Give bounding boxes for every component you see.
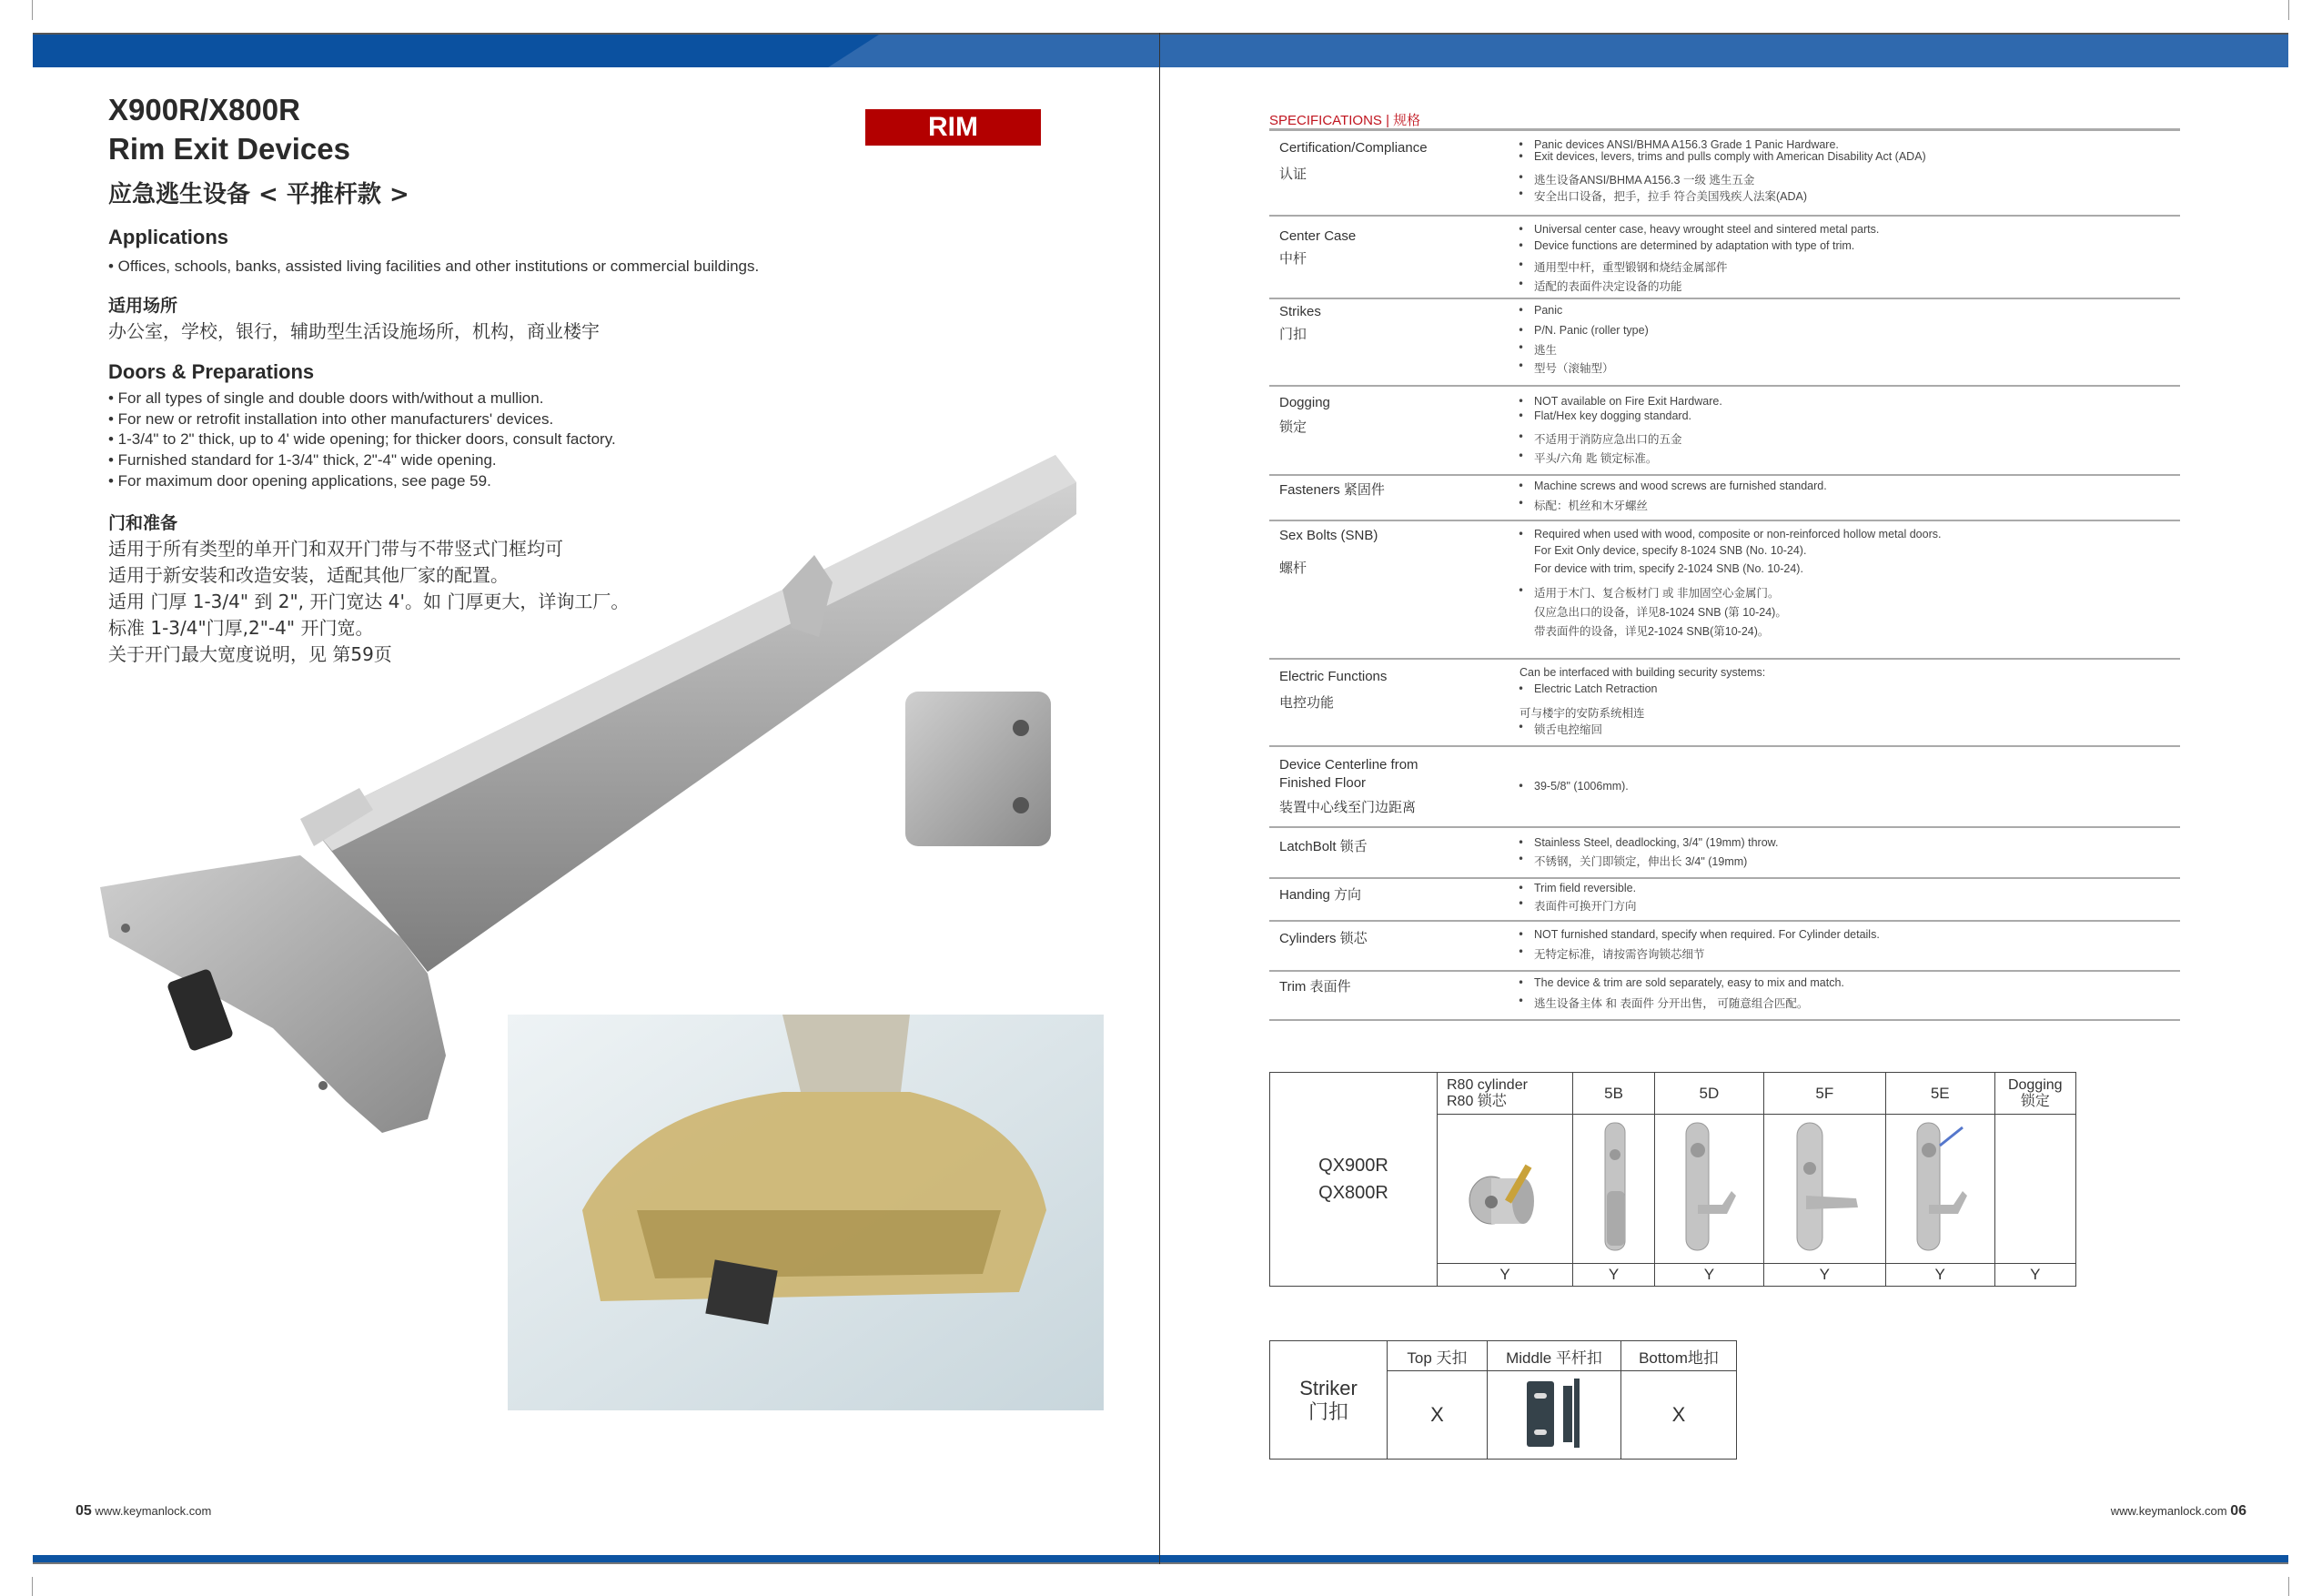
spec-text: NOT available on Fire Exit Hardware. [1534,395,1722,408]
doors-item: • For all types of single and double doors with/without a mullion. [108,389,544,407]
spec-text: 带表面件的设备，详见2-1024 SNB(第10-24)。 [1534,625,1770,638]
bullet-icon: • [1518,258,1525,271]
spec-label: Cylinders 锁芯 [1279,931,1368,946]
doors-item-zh: 适用于新安装和改造安装，适配其他厂家的配置。 [108,564,509,586]
bullet-icon: • [1518,430,1525,443]
trim-compatibility-table [1269,1072,2076,1287]
column-header: 5F [1763,1073,1885,1115]
applications-heading-zh: 适用场所 [108,296,178,316]
bullet-icon: • [1518,395,1525,408]
spec-text: NOT furnished standard, specify when required. For Cylinder details. [1534,928,1880,941]
spec-text: 逃生 [1534,344,1558,357]
spec-text: For device with trim, specify 2-1024 SNB (No. 10-24). [1534,562,1803,575]
spec-label: Finished Floor [1279,775,1367,791]
right-footer [2111,1503,2246,1520]
bullet-icon: • [1518,187,1525,200]
bullet-icon: • [1518,995,1525,1007]
spec-text: Machine screws and wood screws are furnished standard. [1534,480,1827,492]
page-divider [1159,33,1160,1564]
bullet-icon: • [1518,359,1525,372]
spec-text: Trim field reversible. [1534,882,1637,894]
spec-text: 39-5/8" (1006mm). [1534,780,1629,793]
trim-5d-image [1655,1115,1764,1264]
row-separator [1269,520,2180,521]
row-separator [1269,745,2180,747]
crop-mark [32,1577,33,1596]
column-header: Dogging 锁定 [1994,1073,2076,1115]
spec-text: 不适用于消防应急出口的五金 [1534,433,1682,446]
bullet-icon: • [1518,171,1525,184]
spec-label: 中杆 [1279,251,1307,267]
spec-label: 装置中心线至门边距离 [1279,800,1417,815]
dogging-cell [1994,1115,2076,1264]
bullet-icon: • [1518,278,1525,290]
spec-label: Center Case [1279,228,1357,244]
column-header: Top 天扣 [1388,1341,1488,1371]
spec-text: P/N. Panic (roller type) [1534,324,1649,337]
doors-item-zh: 适用 门厚 1-3/4" 到 2", 开门宽达 4'。如 门厚更大，详询工厂。 [108,591,630,612]
bullet-icon: • [1518,897,1525,910]
bullet-icon: • [1518,584,1525,597]
spec-label: Fasteners 紧固件 [1279,482,1385,498]
compat-value: Y [1994,1264,2076,1287]
spec-text: The device & trim are sold separately, easy to mix and match. [1534,976,1844,989]
bullet-icon: • [1518,223,1525,236]
spec-label: Dogging [1279,395,1330,410]
spec-text: Can be interfaced with building security systems: [1519,666,1766,679]
compat-value: Y [1655,1264,1764,1287]
spec-text: 仅应急出口的设备，详见8-1024 SNB (第 10-24)。 [1534,606,1787,619]
spec-label: 电控功能 [1279,695,1335,711]
spec-text: 适用于木门、复合板材门 或 非加固空心金属门。 [1534,587,1780,600]
row-separator [1269,1019,2180,1021]
top-striker-value: X [1388,1371,1488,1460]
row-separator [1269,298,2180,299]
spec-text: Universal center case, heavy wrought steel and sintered metal parts. [1534,223,1880,236]
crop-mark [2288,1577,2289,1596]
striker-table [1269,1340,1737,1460]
r80-cylinder-image [1438,1115,1573,1264]
bullet-icon: • [1518,341,1525,354]
compat-value: Y [1763,1264,1885,1287]
applications-text: • Offices, schools, banks, assisted living facilities and other institutions or commercial buildings. [108,258,760,275]
doors-item-zh: 关于开门最大宽度说明，见 第59页 [108,643,392,665]
middle-striker-image [1488,1371,1621,1460]
spec-text: Required when used with wood, composite or non-reinforced hollow metal doors. [1534,528,1942,540]
spec-text: Electric Latch Retraction [1534,682,1658,695]
spec-text: 平头/六角 匙 锁定标准。 [1534,452,1658,465]
spec-text: Exit devices, levers, trims and pulls comply with American Disability Act (ADA) [1534,150,1926,163]
spec-label: Strikes [1279,304,1321,319]
spec-label: Sex Bolts (SNB) [1279,528,1378,543]
bullet-icon: • [1518,721,1525,733]
model-title: X900R/X800R [108,93,300,126]
column-header: 5E [1885,1073,1994,1115]
trim-5b-image [1573,1115,1655,1264]
compat-value: Y [1573,1264,1655,1287]
strike-plate-image [905,692,1051,846]
compat-value: Y [1438,1264,1573,1287]
striker-label: Striker 门扣 [1270,1341,1388,1460]
bottom-striker-value: X [1621,1371,1737,1460]
website-link[interactable]: www.keymanlock.com [2110,1504,2227,1518]
spec-text: 逃生设备ANSI/BHMA A156.3 一级 逃生五金 [1534,174,1755,187]
column-header: 5B [1573,1073,1655,1115]
spec-label: 认证 [1279,167,1307,182]
spec-text: Panic devices ANSI/BHMA A156.3 Grade 1 Panic Hardware. [1534,138,1839,151]
bullet-icon: • [1518,450,1525,462]
column-header: Middle 平杆扣 [1488,1341,1621,1371]
bullet-icon: • [1518,780,1525,793]
specifications-heading: SPECIFICATIONS | 规格 [1269,113,1421,128]
doors-item-zh: 适用于所有类型的单开门和双开门带与不带竖式门框均可 [108,538,563,560]
crop-mark [2288,0,2289,20]
spec-label: Certification/Compliance [1279,140,1428,156]
doors-item-zh: 标准 1-3/4"门厚,2"-4" 开门宽。 [108,617,374,639]
spec-label: Handing 方向 [1279,887,1362,903]
spec-label: Device Centerline from [1279,757,1418,773]
footer-band [33,1555,2288,1564]
row-separator [1269,658,2180,660]
doors-item: • Furnished standard for 1-3/4" thick, 2"-4" wide opening. [108,451,497,469]
compat-value: Y [1885,1264,1994,1287]
spec-text: 通用型中杆，重型锻钢和烧结金属部件 [1534,261,1728,274]
spec-text: Panic [1534,304,1563,317]
column-header: R80 cylinder R80 锁芯 [1438,1073,1573,1115]
page-number: 05 [76,1503,92,1519]
spec-label: Electric Functions [1279,669,1388,684]
bullet-icon: • [1518,976,1525,989]
page-number: 06 [2230,1503,2246,1519]
bullet-icon: • [1518,497,1525,510]
spec-text: 可与楼宇的安防系统相连 [1519,707,1645,720]
applications-text-zh: 办公室，学校，银行，辅助型生活设施场所，机构，商业楼宇 [108,320,600,342]
row-separator [1269,826,2180,828]
row-separator [1269,385,2180,387]
row-separator [1269,474,2180,476]
spec-text: 标配：机丝和木牙螺丝 [1534,500,1649,512]
spec-label: 锁定 [1279,419,1307,435]
spec-text: 无特定标准，请按需咨询锁芯细节 [1534,948,1705,961]
spec-text: 不锈钢，关门即锁定，伸出长 3/4" (19mm) [1534,855,1748,868]
bullet-icon: • [1518,682,1525,695]
bullet-icon: • [1518,928,1525,941]
doors-heading-zh: 门和准备 [108,513,178,533]
row-separator [1269,920,2180,922]
exit-device-image [0,0,1159,1547]
column-header: Bottom地扣 [1621,1341,1737,1371]
heading-rule [1269,128,2180,131]
row-separator [1269,877,2180,879]
spec-text: 锁舌电控缩回 [1534,723,1603,736]
column-header: 5D [1655,1073,1764,1115]
model-cell: QX900R QX800R [1270,1073,1438,1287]
bullet-icon: • [1518,409,1525,422]
spec-text: Stainless Steel, deadlocking, 3/4" (19mm) throw. [1534,836,1779,849]
spec-text: 表面件可换开门方向 [1534,900,1637,913]
spec-text: 型号（滚轴型） [1534,362,1614,375]
bullet-icon: • [1518,324,1525,337]
bullet-icon: • [1518,853,1525,865]
spec-text: Device functions are determined by adaptation with type of trim. [1534,239,1855,252]
doors-item: • For maximum door opening applications, see page 59. [108,472,491,490]
bullet-icon: • [1518,239,1525,252]
left-footer [76,1503,211,1520]
doors-heading: Doors & Preparations [108,360,315,383]
row-separator [1269,970,2180,972]
bullet-icon: • [1518,304,1525,317]
rim-badge: RIM [865,109,1041,146]
bullet-icon: • [1518,150,1525,163]
bullet-icon: • [1518,882,1525,894]
trim-5f-image [1763,1115,1885,1264]
product-title: Rim Exit Devices [108,132,350,166]
doors-item: • 1-3/4" to 2" thick, up to 4' wide opening; for thicker doors, consult factory. [108,430,616,448]
spec-label: Trim 表面件 [1279,979,1351,995]
spec-label: LatchBolt 锁舌 [1279,839,1368,854]
bullet-icon: • [1518,480,1525,492]
product-title-zh: 应急逃生设备 < 平推杆款 > [108,181,409,208]
website-link[interactable]: www.keymanlock.com [95,1504,212,1518]
spec-text: 适配的表面件决定设备的功能 [1534,280,1682,293]
trim-5e-image [1885,1115,1994,1264]
bullet-icon: • [1518,836,1525,849]
spec-text: Flat/Hex key dogging standard. [1534,409,1692,422]
applications-heading: Applications [108,226,229,248]
spec-label: 门扣 [1279,327,1307,342]
doors-item: • For new or retrofit installation into other manufacturers' devices. [108,410,554,428]
spec-text: 安全出口设备，把手，拉手 符合美国残疾人法案(ADA) [1534,190,1808,203]
spec-text: For Exit Only device, specify 8-1024 SNB (No. 10-24). [1534,544,1807,557]
bullet-icon: • [1518,528,1525,540]
row-separator [1269,215,2180,217]
bullet-icon: • [1518,945,1525,958]
spec-text: 逃生设备主体 和 表面件 分开出售， 可随意组合匹配。 [1534,997,1809,1010]
spec-label: 螺杆 [1279,561,1307,576]
bullet-icon: • [1518,138,1525,151]
